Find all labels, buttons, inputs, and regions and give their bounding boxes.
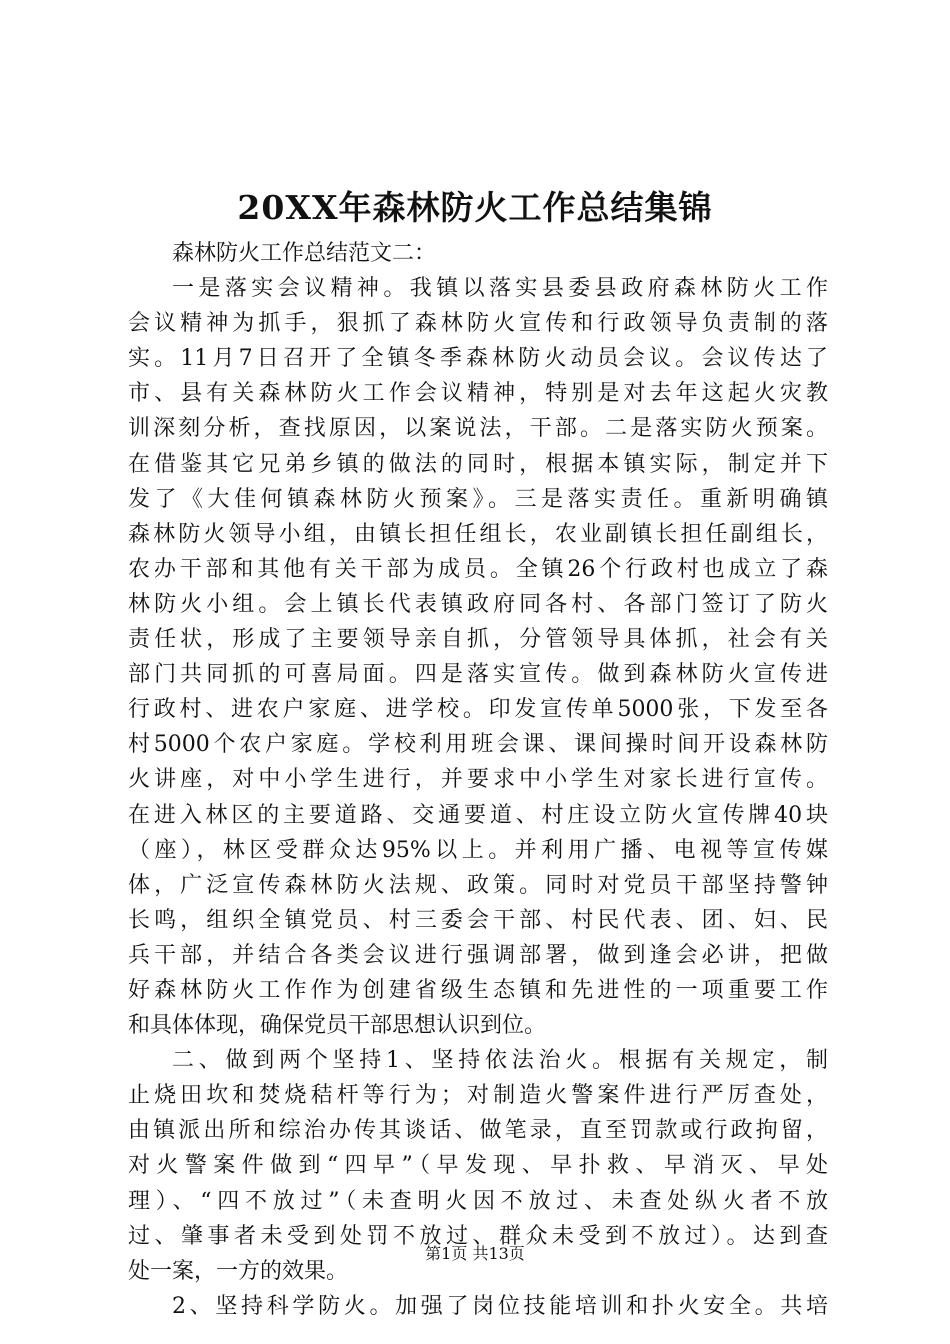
body-line: 在进入林区的主要道路、交通要道、村庄设立防火宣传牌40块 bbox=[128, 802, 828, 828]
body-line: 农办干部和其他有关干部为成员。全镇26个行政村也成立了森 bbox=[128, 556, 828, 582]
body-line: 过、肇事者未受到处罚不放过、群众未受到不放过）。达到查 bbox=[128, 1223, 828, 1249]
body-line: 由镇派出所和综治办传其谈话、做笔录，直至罚款或行政拘留， bbox=[128, 1118, 828, 1144]
body-line: 会议精神为抓手，狠抓了森林防火宣传和行政领导负责制的落 bbox=[128, 311, 828, 337]
body-line: 实。11月7日召开了全镇冬季森林防火动员会议。会议传达了 bbox=[128, 346, 828, 372]
body-line: 对火警案件做到“四早”（早发现、早扑救、早消灭、早处 bbox=[128, 1153, 828, 1179]
body-line: 森林防火工作总结范文二： bbox=[172, 241, 437, 266]
body-line: 体，广泛宣传森林防火法规、政策。同时对党员干部坚持警钟 bbox=[128, 872, 828, 898]
document-title: 20XX年森林防火工作总结集锦 bbox=[237, 188, 713, 227]
body-line: 二、做到两个坚持1、坚持依法治火。根据有关规定，制 bbox=[172, 1048, 828, 1074]
body-line: 处一案，一方的效果。 bbox=[128, 1258, 349, 1284]
body-line: 训深刻分析，查找原因，以案说法，干部。二是落实防火预案。 bbox=[128, 416, 828, 442]
body-line: 长鸣，组织全镇党员、村三委会干部、村民代表、团、妇、民 bbox=[128, 907, 828, 933]
body-line: 森林防火领导小组，由镇长担任组长，农业副镇长担任副组长， bbox=[128, 521, 828, 547]
page-footer: 第1页 共13页 bbox=[425, 1244, 525, 1263]
body-line: 行政村、进农户家庭、进学校。印发宣传单5000张，下发至各 bbox=[128, 697, 828, 723]
body-line: 部门共同抓的可喜局面。四是落实宣传。做到森林防火宣传进 bbox=[128, 662, 828, 688]
body-line: 火讲座，对中小学生进行，并要求中小学生对家长进行宣传。 bbox=[128, 767, 828, 793]
body-line: 止烧田坎和焚烧秸杆等行为；对制造火警案件进行严厉查处， bbox=[128, 1083, 828, 1109]
body-line: 理）、“四不放过”（未查明火因不放过、未查处纵火者不放 bbox=[128, 1188, 828, 1214]
body-line: 村5000个农户家庭。学校利用班会课、课间操时间开设森林防 bbox=[128, 732, 828, 758]
body-line: 在借鉴其它兄弟乡镇的做法的同时，根据本镇实际，制定并下 bbox=[128, 451, 828, 477]
body-line: 一是落实会议精神。我镇以落实县委县政府森林防火工作 bbox=[172, 276, 828, 302]
body-line: 发了《大佳何镇森林防火预案》。三是落实责任。重新明确镇 bbox=[128, 486, 828, 512]
body-line: 兵干部，并结合各类会议进行强调部署，做到逢会必讲，把做 bbox=[128, 942, 828, 968]
body-line: 责任状，形成了主要领导亲自抓，分管领导具体抓，社会有关 bbox=[128, 627, 828, 653]
body-line: 2、坚持科学防火。加强了岗位技能培训和扑火安全。共培 bbox=[172, 1293, 828, 1319]
body-line: （座），林区受群众达95%以上。并利用广播、电视等宣传媒 bbox=[128, 837, 828, 863]
body-line: 和具体体现，确保党员干部思想认识到位。 bbox=[128, 1013, 547, 1039]
body-line: 好森林防火工作作为创建省级生态镇和先进性的一项重要工作 bbox=[128, 977, 828, 1003]
document-body bbox=[128, 236, 828, 1324]
body-line: 林防火小组。会上镇长代表镇政府同各村、各部门签订了防火 bbox=[128, 591, 828, 617]
body-line: 市、县有关森林防火工作会议精神，特别是对去年这起火灾教 bbox=[128, 381, 828, 407]
